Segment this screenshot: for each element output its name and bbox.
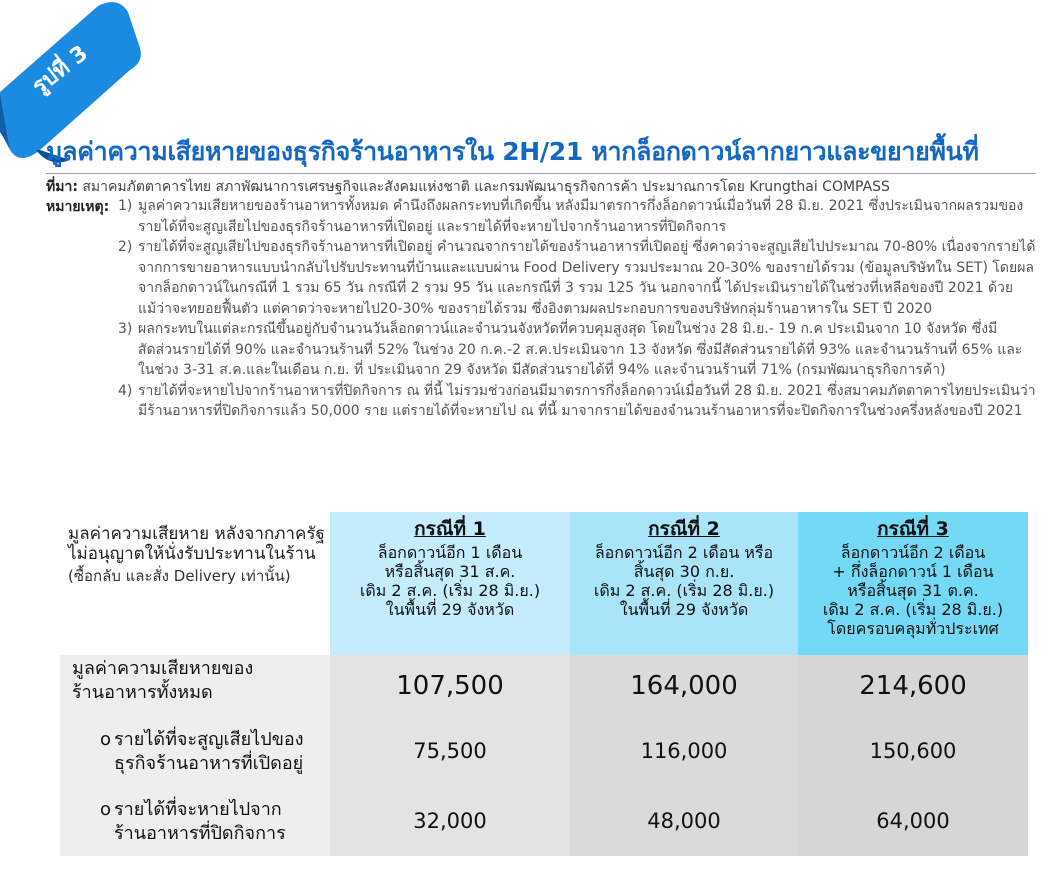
row-label-closed-shops [60, 786, 330, 856]
case-title: กรณีที่ 3 [877, 518, 949, 540]
source-text: สมาคมภัตตาคารไทย สภาพัฒนาการเศรษฐกิจและสังคมแห่งชาติ และกรมพัฒนาธุรกิจการค้า ประมาณการโดย Krungthai COMPASS [82, 179, 890, 195]
note-number: 4) [118, 382, 133, 399]
value-cell: 75,500 [330, 716, 570, 786]
row-label-line [72, 798, 330, 822]
table-row [60, 786, 1028, 856]
case-1-header [330, 512, 570, 655]
case-title: กรณีที่ 1 [414, 518, 486, 540]
bullet-icon: o [100, 799, 112, 820]
value-cell: 64,000 [798, 786, 1028, 856]
notes-label: หมายเหตุ: [46, 199, 110, 215]
row-label-text: ธุรกิจร้านอาหารที่เปิดอยู่ [114, 753, 304, 774]
source-line [46, 176, 890, 198]
case-line: เดิม 2 ส.ค. (เริ่ม 28 มิ.ย.) [593, 581, 775, 600]
note-item [118, 196, 1038, 237]
source-label: ที่มา: [46, 179, 78, 195]
value-cell: 150,600 [798, 716, 1028, 786]
table-row [60, 655, 1028, 716]
note-text: รายได้ที่จะหายไปจากร้านอาหารที่ปิดกิจการ ณ ที่นี้ ไม่รวมช่วงก่อนมีมาตรการกึ่งล็อกดาวน์เมื่อวันที่ 28 มิ.ย. 2021 ซึ่งสมาคมภัตตาคารไทยประเมินว่ามีร้านอาหารที่ปิดกิจการแล้ว 50,000 ราย แต่รายได้ที่จะหายไป ณ ที่นี้ มาจากรายได้ของจำนวนร้านอาหารที่จะปิดกิจการในช่วงครึ่งหลังของปี 2021 [138, 382, 1036, 419]
row-label-line [72, 752, 330, 776]
note-item [118, 381, 1038, 422]
case-3-header [798, 512, 1028, 655]
note-item [118, 319, 1038, 381]
note-text: ผลกระทบในแต่ละกรณีขึ้นอยู่กับจำนวนวันล็อกดาวน์และจำนวนจังหวัดที่ควบคุมสูงสุด โดยในช่วง 28 มิ.ย.- 19 ก.ค ประเมินจาก 10 จังหวัด ซึ่งมีสัดส่วนรายได้ที่ 90% และจำนวนร้านที่ 52% ในช่วง 20 ก.ค.-2 ส.ค.ประเมินจาก 13 จังหวัด ซึ่งมีสัดส่วนรายได้ที่ 93% และจำนวนร้านที่ 65% และในช่วง 3-31 ส.ค.และในเดือน ก.ย. ที่ ประเมินจาก 29 จังหวัด มีสัดส่วนรายได้ที่ 94% และจำนวนร้านที่ 71% (กรมพัฒนาธุรกิจการค้า) [138, 321, 1023, 378]
note-text: มูลค่าความเสียหายของร้านอาหารทั้งหมด คำนึงถึงผลกระทบที่เกิดขึ้น หลังมีมาตรการกึ่งล็อกดาวน์เมื่อวันที่ 28 มิ.ย. 2021 ซึ่งประเมินจากผลรวมของรายได้ที่จะสูญเสียไปของธุรกิจร้านอาหารที่เปิดอยู่ และรายได้ที่จะหายไปจากร้านอาหารที่ปิดกิจการ [138, 198, 1024, 235]
case-line: หรือสิ้นสุด 31 ส.ค. [384, 562, 516, 581]
case-line: หรือสิ้นสุด 31 ต.ค. [847, 581, 979, 600]
row-label-line [72, 728, 330, 752]
row-label-text: ร้านอาหารที่ปิดกิจการ [114, 823, 286, 844]
header-label-sub: (ซื้อกลับ และสั่ง Delivery เท่านั้น) [68, 567, 291, 585]
case-line: โดยครอบคลุมทั่วประเทศ [827, 619, 999, 638]
bullet-icon: o [100, 729, 112, 750]
case-line: ล็อกดาวน์อีก 2 เดือน หรือ [594, 543, 774, 562]
case-line: สิ้นสุด 30 ก.ย. [633, 562, 735, 581]
table-header-row [60, 512, 1028, 655]
case-line: ล็อกดาวน์อีก 2 เดือน [840, 543, 986, 562]
note-item [118, 237, 1038, 319]
row-label-total [60, 655, 330, 716]
header-label-text: มูลค่าความเสียหาย หลังจากภาครัฐไม่อนุญาตให้นั่งรับประทานในร้าน [68, 524, 325, 564]
case-line: เดิม 2 ส.ค. (เริ่ม 28 มิ.ย.) [359, 581, 541, 600]
table-row [60, 716, 1028, 786]
value-cell: 214,600 [798, 655, 1028, 716]
note-number: 3) [118, 321, 133, 337]
case-line: เดิม 2 ส.ค. (เริ่ม 28 มิ.ย.) [822, 600, 1004, 619]
case-2-header [570, 512, 798, 655]
row-label-line: มูลค่าความเสียหายของ [72, 658, 254, 679]
case-title: กรณีที่ 2 [648, 518, 720, 540]
note-number: 1) [118, 198, 133, 214]
row-label-text: รายได้ที่จะหายไปจาก [114, 799, 282, 820]
note-text: รายได้ที่จะสูญเสียไปของธุรกิจร้านอาหารที่เปิดอยู่ คำนวณจากรายได้ของร้านอาหารที่เปิดอยู่ ซึ่งคาดว่าจะสูญเสียไปประมาณ 70-80% เนื่องจากรายได้จากการขายอาหารแบบนำกลับไปรับประทานที่บ้านและแบบผ่าน Food Delivery รวมประมาณ 20-30% ของรายได้รวม (ข้อมูลบริษัทใน SET) โดยผลจากล็อกดาวน์ในกรณีที่ 1 รวม 65 วัน กรณีที่ 2 รวม 95 วัน และกรณีที่ 3 รวม 125 วัน นอกจากนี้ ได้ประเมินรายได้ในช่วงที่เหลือของปี 2021 ด้วย แม้ว่าจะทยอยฟื้นตัว แต่คาดว่าจะหายไป20-30% ของรายได้รวม ซึ่งอิงตามผลประกอบการของบริษัทกลุ่มร้านอาหารใน SET ปี 2020 [138, 239, 1036, 317]
figure-number-badge: รูปที่ 3 [27, 40, 93, 100]
row-label-text: รายได้ที่จะสูญเสียไปของ [114, 729, 304, 750]
case-line: + กึ่งล็อกดาวน์ 1 เดือน [832, 562, 994, 581]
table-header-label [60, 512, 330, 655]
row-label-open-shops [60, 716, 330, 786]
figure-title: มูลค่าความเสียหายของธุรกิจร้านอาหารใน 2H/21 หากล็อกดาวน์ลากยาวและขยายพื้นที่ [46, 137, 979, 166]
value-cell: 32,000 [330, 786, 570, 856]
case-line: ในพื้นที่ 29 จังหวัด [385, 600, 515, 619]
damage-table [60, 512, 1028, 856]
case-line: ล็อกดาวน์อีก 1 เดือน [377, 543, 523, 562]
notes-list [118, 196, 1038, 422]
value-cell: 116,000 [570, 716, 798, 786]
case-line: ในพื้นที่ 29 จังหวัด [619, 600, 749, 619]
row-label-line [72, 822, 330, 846]
row-label-line: ร้านอาหารทั้งหมด [72, 682, 213, 703]
note-number: 2) [118, 239, 133, 255]
value-cell: 164,000 [570, 655, 798, 716]
title-divider [46, 173, 1036, 174]
value-cell: 48,000 [570, 786, 798, 856]
value-cell: 107,500 [330, 655, 570, 716]
